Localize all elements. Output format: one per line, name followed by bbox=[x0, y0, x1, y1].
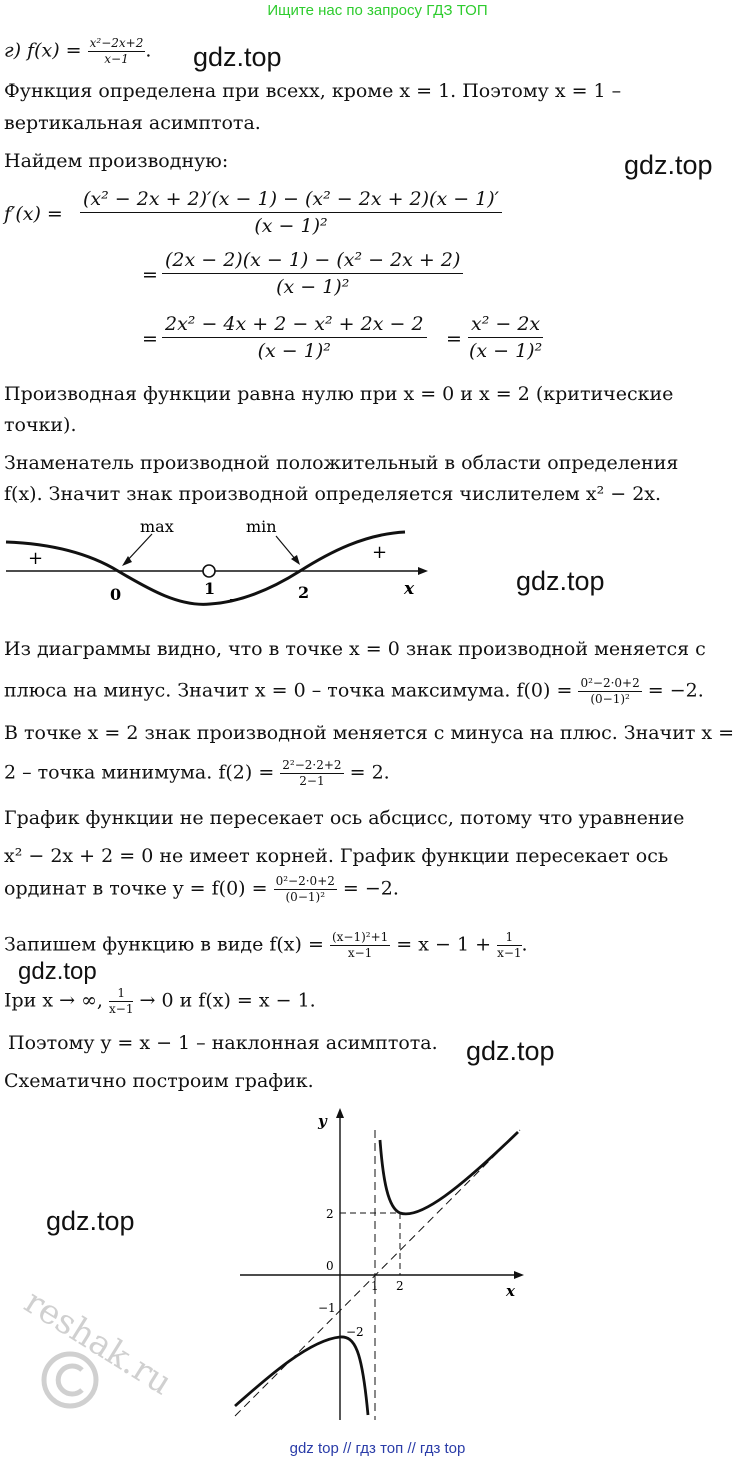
derivative-step-2: $\frac{\text{(2x − 2)(x − 1) − (x² − 2x + 2)}}{\text{(x − 1)²}}$ bbox=[162, 247, 463, 300]
paragraph-denominator: Знаменатель производной положительный в области определения bbox=[4, 452, 679, 474]
derivative-lhs: f′(x) = bbox=[4, 203, 63, 225]
paragraph-intercepts-line3: ординат в точке y = f(0) = $\frac{\text{0²−2·0+2}}{\text{(0−1)²}}$ = −2. bbox=[4, 874, 399, 904]
sign-diagram bbox=[0, 512, 440, 622]
paragraph-minimum-line2: 2 – точка минимума. f(2) = $\frac{\text{2²−2·2+2}}{2-1}$ = 2. bbox=[4, 758, 390, 788]
plus-left: + bbox=[28, 548, 44, 569]
copyright-icon bbox=[44, 1354, 96, 1406]
axis-arrow-icon bbox=[418, 567, 428, 575]
paragraph-rewrite: Запишем функцию в виде f(x) = $\frac{\text{(x−1)²+1}}{x-1}$ = x − 1 + $\frac{1}{x-1}$ . bbox=[4, 930, 528, 960]
paragraph-limit: Iри x → ∞, $\frac{1}{x-1}$ → 0 и f(x) = x − 1. bbox=[4, 986, 316, 1016]
watermark: gdz.top bbox=[193, 42, 282, 72]
watermark: gdz.top bbox=[624, 150, 713, 180]
max-arrow bbox=[126, 534, 152, 562]
graph-tick-ym1: −1 bbox=[318, 1301, 336, 1315]
reshak-text: reshak.ru bbox=[17, 1281, 179, 1404]
paragraph-asymptote: Поэтому y = x − 1 – наклонная асимптота. bbox=[8, 1032, 438, 1054]
watermark: gdz.top bbox=[516, 566, 605, 596]
min-arrow bbox=[276, 536, 296, 560]
oblique-asymptote bbox=[235, 1130, 520, 1416]
footer-links[interactable]: gdz top // гдз топ // гдз top bbox=[289, 1440, 466, 1457]
graph-origin: 0 bbox=[326, 1259, 334, 1273]
reshak-logo bbox=[0, 1270, 180, 1420]
tick-0: 0 bbox=[110, 585, 122, 604]
copyright-c-icon bbox=[58, 1366, 82, 1394]
paragraph-domain: Функция определена при всехx, кроме x = 1. Поэтому x = 1 – bbox=[4, 80, 622, 102]
paragraph-intercepts: График функции не пересекает ось абсцисс, потому что уравнение bbox=[4, 807, 685, 829]
graph-tick-2: 2 bbox=[396, 1279, 404, 1293]
paragraph-critical-line2: точки). bbox=[4, 414, 77, 436]
paragraph-denominator-line2: f(x). Значит знак производной определяется числителем x² − 2x. bbox=[4, 483, 662, 505]
derivative-step-1: $\frac{\text{(x² − 2x + 2)′(x − 1) − (x² − 2x + 2)(x − 1)′}}{\text{(x − 1)²}}$ bbox=[80, 186, 502, 239]
axis-label-x: x bbox=[404, 579, 415, 599]
tick-1: 1 bbox=[204, 579, 216, 598]
tick-2: 2 bbox=[298, 583, 310, 602]
top-banner[interactable]: Ищите нас по запросу ГДЗ ТОП bbox=[267, 2, 488, 19]
x-axis-arrow-icon bbox=[514, 1271, 524, 1279]
y-axis-arrow-icon bbox=[336, 1108, 344, 1118]
excluded-point bbox=[203, 565, 215, 577]
paragraph-maximum-line2: плюса на минус. Значит x = 0 – точка максимума. f(0) = $\frac{\text{0²−2·0+2}}{\text{(0−1)²}}$ = −2. bbox=[4, 676, 704, 706]
minus-sign: _ bbox=[230, 581, 238, 600]
max-label: max bbox=[140, 517, 174, 536]
graph-y-label: y bbox=[318, 1112, 327, 1130]
watermark: gdz.top bbox=[46, 1206, 135, 1236]
plus-right: + bbox=[372, 542, 388, 563]
min-label: min bbox=[246, 517, 277, 536]
function-graph bbox=[230, 1100, 530, 1430]
graph-tick-y2: 2 bbox=[326, 1207, 334, 1221]
equals-sign: = bbox=[142, 328, 158, 350]
graph-tick-1: 1 bbox=[371, 1279, 379, 1293]
watermark: gdz.top bbox=[18, 958, 97, 985]
paragraph-graph-intro: Схематично построим график. bbox=[4, 1070, 314, 1092]
equals-sign: = bbox=[142, 264, 158, 286]
equals-sign: = bbox=[446, 328, 462, 350]
derivative-heading: Найдем производную: bbox=[4, 150, 229, 172]
paragraph-minimum: В точке x = 2 знак производной меняется с минуса на плюс. Значит x = bbox=[4, 722, 735, 744]
graph-tick-ym2: −2 bbox=[346, 1325, 364, 1339]
derivative-result: $\frac{\text{x² − 2x}}{\text{(x − 1)²}}$ bbox=[468, 313, 543, 362]
derivative-step-3: $\frac{\text{2x² − 4x + 2 − x² + 2x − 2}}{\text{(x − 1)²}}$ bbox=[162, 311, 427, 364]
paragraph-intercepts-line2: x² − 2x + 2 = 0 не имеет корней. График функции пересекает ось bbox=[4, 845, 669, 867]
function-definition: г) f(x) = $\frac{\text{x²−2x+2}}{x-1}$ . bbox=[4, 36, 152, 66]
paragraph-maximum: Из диаграммы видно, что в точке x = 0 знак производной меняется с bbox=[4, 638, 706, 660]
graph-x-label: x bbox=[506, 1282, 515, 1300]
watermark: gdz.top bbox=[466, 1036, 555, 1066]
paragraph-domain-line2: вертикальная асимптота. bbox=[4, 112, 261, 134]
paragraph-critical: Производная функции равна нулю при x = 0 и x = 2 (критические bbox=[4, 383, 674, 405]
